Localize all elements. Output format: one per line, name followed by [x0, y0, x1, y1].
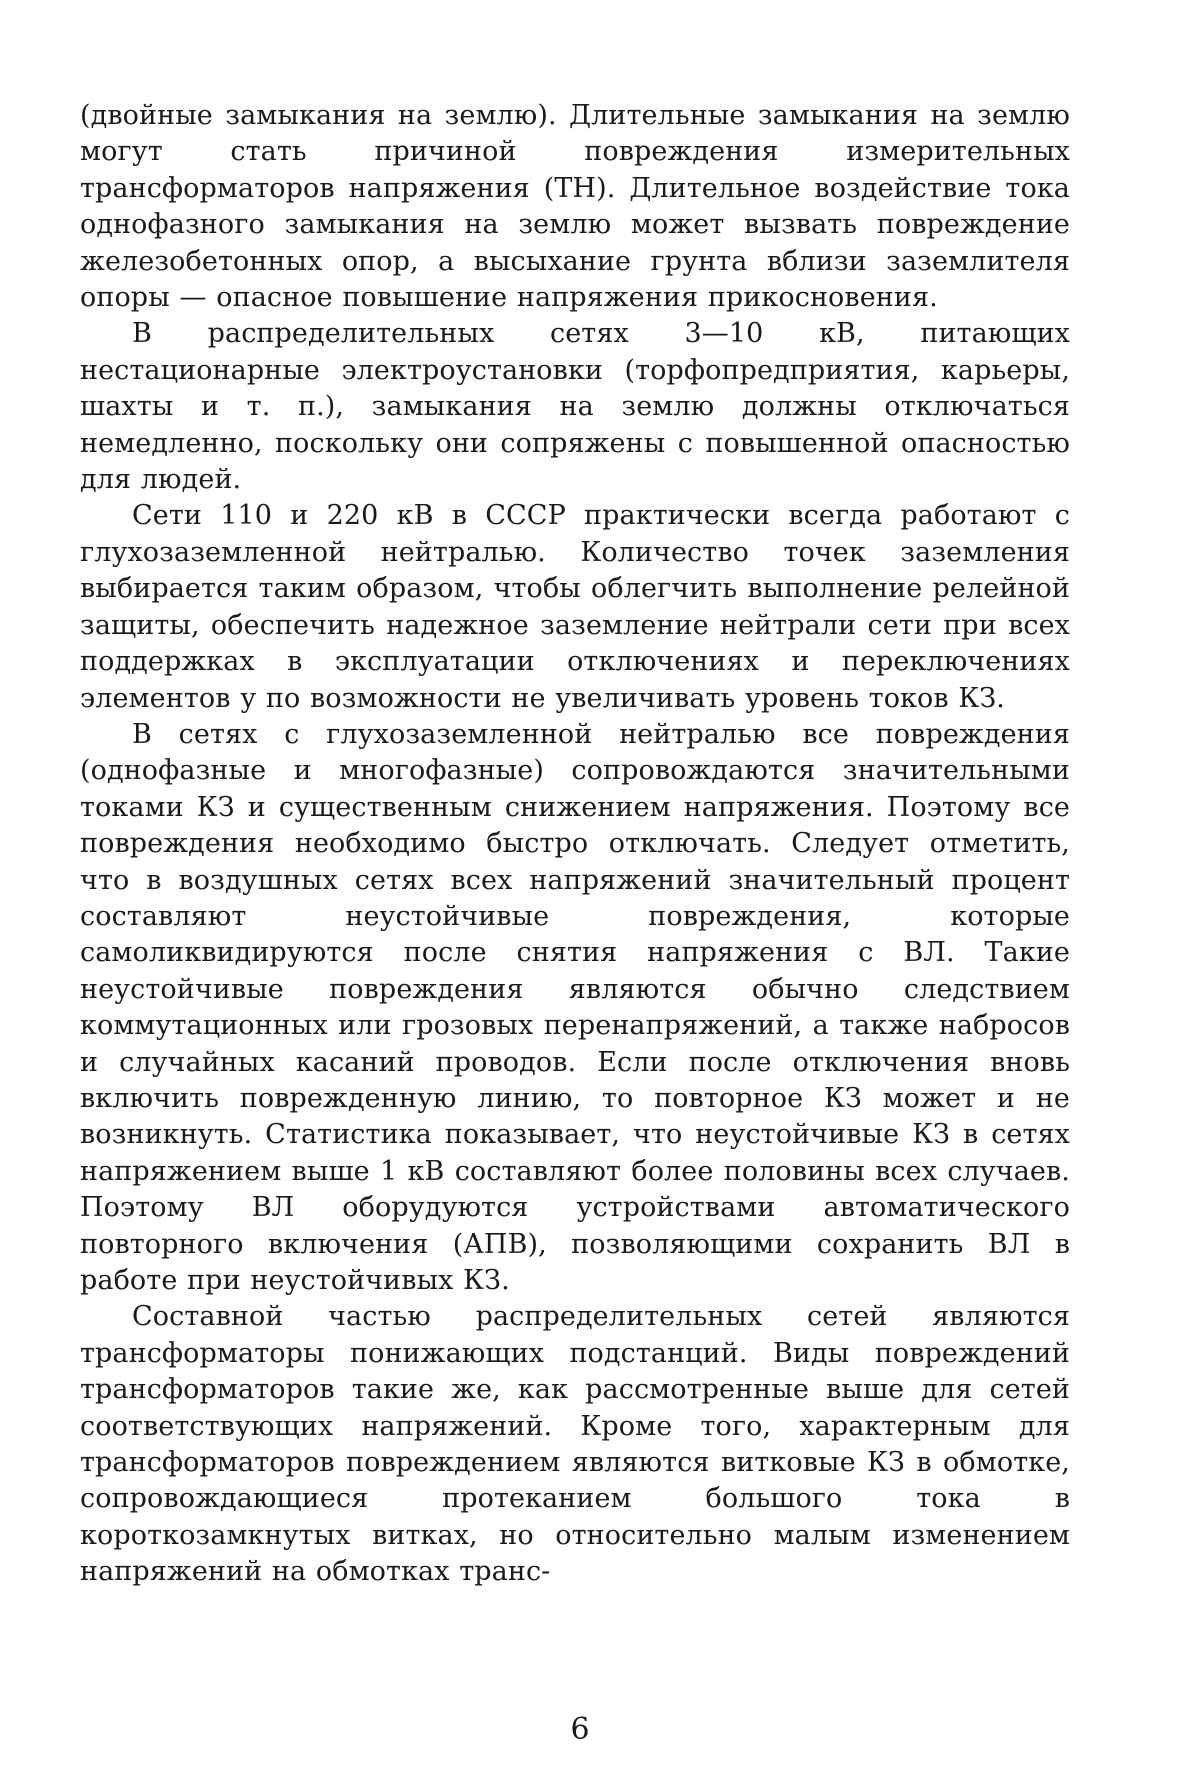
- paragraph-4: В сетях с глухозаземленной нейтралью все повреждения (однофазные и многофазные) сопровождаются значительными токами КЗ и существенным снижением напряжения. Поэтому все повреждения необходимо быстро отключать. Следует отметить, что в воздушных сетях всех напряжений значительный процент составляют неустойчивые повреждения, которые самоликвидируются после снятия напряжения с ВЛ. Такие неустойчивые повреждения являются обычно следствием коммутационных или грозовых перенапряжений, а также набросов и случайных касаний проводов. Если после отключения вновь включить поврежденную линию, то повторное КЗ может и не возникнуть. Статистика показывает, что неустойчивые КЗ в сетях напряжением выше 1 кВ составляют более половины всех случаев. Поэтому ВЛ оборудуются устройствами автоматического повторного включения (АПВ), позволяющими сохранить ВЛ в работе при неустойчивых КЗ.: [80, 718, 1070, 1296]
- paragraph-3: Сети 110 и 220 кВ в СССР практически всегда работают с глухозаземленной нейтралью. Количество точек заземления выбирается таким образом, чтобы облегчить выполнение релейной защиты, обеспечить надежное заземление нейтрали сети при всех поддержках в эксплуатации отключениях и переключениях элементов у по возможности не увеличивать уровень токов КЗ.: [80, 500, 1070, 714]
- page-number: 6: [570, 1712, 590, 1747]
- paragraph-5: Составной частью распределительных сетей являются трансформаторы понижающих подстанций. Виды повреждений трансформаторов такие же, как рассмотренные выше для сетей соответствующих напряжений. Кроме того, характерным для трансформаторов повреждением являются витковые КЗ в обмотке, сопровождающиеся протеканием большого тока в короткозамкнутых витках, но относительно малым изменением напряжений на обмотках транс-: [80, 1301, 1070, 1588]
- paragraph-1: (двойные замыкания на землю). Длительные замыкания на землю могут стать причиной повреждения измерительных трансформаторов напряжения (ТН). Длительное воздействие тока однофазного замыкания на землю может вызвать повреждение железобетонных опор, а высыхание грунта вблизи заземлителя опоры — опасное повышение напряжения прикосновения.: [80, 100, 1070, 314]
- paragraph-2: В распределительных сетях 3—10 кВ, питающих нестационарные электроустановки (торфопредприятия, карьеры, шахты и т. п.), замыкания на землю должны отключаться немедленно, поскольку они сопряжены с повышенной опасностью для людей.: [80, 318, 1070, 496]
- page-text-body: [80, 98, 1070, 1591]
